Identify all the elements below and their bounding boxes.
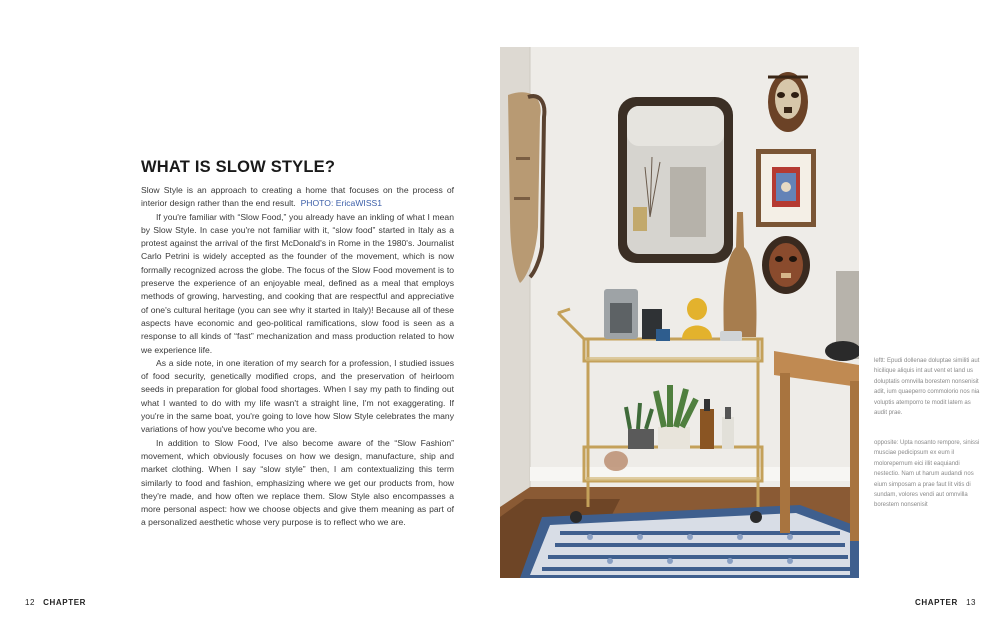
photo-credit-link[interactable]: PHOTO: EricaWISS1: [300, 198, 383, 209]
right-chapter-label: CHAPTER: [914, 598, 958, 607]
right-page: [500, 0, 1000, 625]
article-heading: WHAT IS SLOW STYLE?: [141, 158, 336, 176]
interior-photo: [500, 47, 859, 578]
right-folio: [909, 598, 976, 607]
right-page-number: 13: [966, 598, 976, 607]
left-folio: [25, 598, 92, 607]
article-paragraph-3: In addition to Slow Food, I've also become aware of the “Slow Fashion” movement, which obviously focuses on how we design, manufacture, ship and market clothing. When I say “slow style” then, I am contextualizing this term similarly to food and fashion, emphasizing where we get our products from, how they're made, and how often we replace them. Slow Style also encompasses a more personal aspect: how we choose objects and give them meaning as part of a personalized aesthetic whose very purpose is to reflect who we are.: [141, 437, 454, 528]
photo-caption-left: leftt: Epudi dollenae doluptae similiti aut hicilique aliquis int aut vent et land us doluptatis omnvilla borestem nonsenisit adit, ium quaeperro commolorio nos nia voluptis atemporro te modit latem as audit prae.: [874, 358, 980, 417]
article-paragraph-1: If you're familiar with “Slow Food,” you already have an inkling of what I mean by Slow Style. In case you're not familiar with it, “slow food” started in Italy as a protest against the arrival of the first McDonald's in Rome in the 1980's. Journalist Carlo Petrini is widely accepted as the founder of the movement, which is now formally recognized across the globe. The focus of the Slow Food movement is to preserve the experience of an enjoyable meal, defined as a meal that employs methods of growing, harvesting, and cooking that are respectful and appreciative of one's cultural heritage (you can see why it started in Italy)! Because all of these aspects have economic and geo-political ramifications, slow food is seen as a response to all kinds of “fast” mechanization and mass production related to how we experience life.: [141, 211, 454, 355]
left-page-number: 12: [25, 598, 35, 607]
article-intro: Slow Style is an approach to creating a home that focuses on the process of interior design rather than the end result.: [141, 185, 454, 209]
article-intro-paragraph: [141, 184, 454, 211]
bar-cart-scene: [500, 47, 859, 578]
article-body: [141, 184, 454, 530]
photo-caption-opposite: opposite: Upta nosanto rempore, sinissi musciae pedicipsum ex eum il molorepernum eici illit eaquiandi nestectio. Nam ut harum audandi nos eium simposam a prae faut lit vitis di sundam, volores vendi aut omnvilla borestem nonsenisit: [874, 440, 980, 509]
left-chapter-label: CHAPTER: [43, 598, 87, 607]
article-paragraph-2: As a side note, in one iteration of my search for a profession, I studied issues of food security, genetically modified crops, and the preservation of heirloom seeds in preparation for global food shortages. When I say my path to finding out what I wanted to do with my life wasn't a straight line, I'm not exaggerating. If you're in the same boat, you're going to love how Slow Style celebrates the many variations of how you've become who you are.: [141, 357, 454, 435]
